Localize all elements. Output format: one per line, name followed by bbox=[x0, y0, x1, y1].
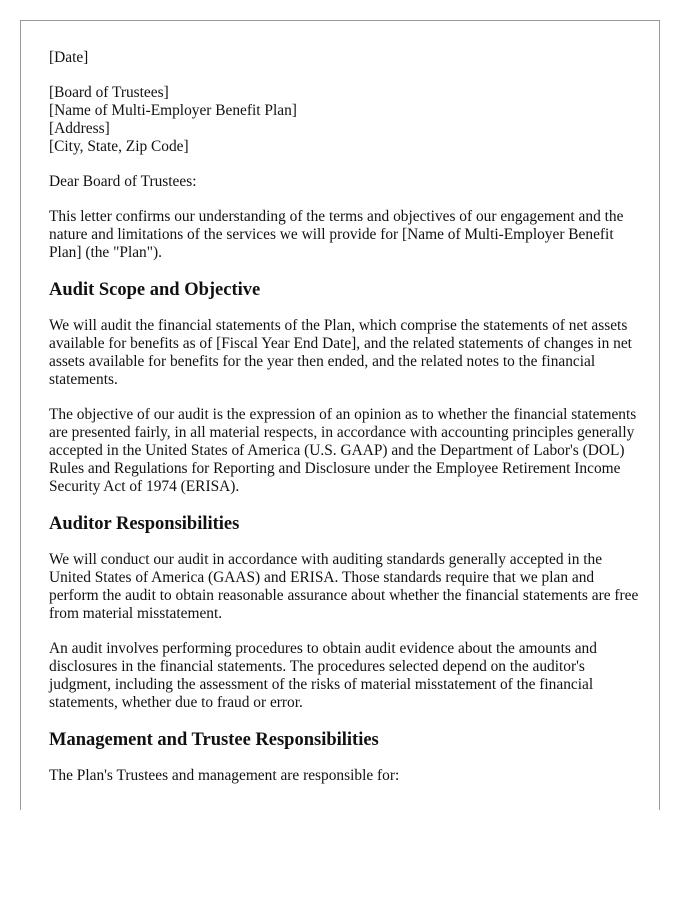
body-paragraph: The objective of our audit is the expression of an opinion as to whether the financial statements are presented fairly, in all material respects, in accordance with accounting principles generally accepted in the United States of America (U.S. GAAP) and the Department of Labor's (DOL) Rules and Regulations for Reporting and Disclosure under the Employee Retirement Income Security Act of 1974 (ERISA). bbox=[49, 406, 637, 495]
recipient-line: [City, State, Zip Code] bbox=[49, 138, 189, 155]
recipient-address bbox=[49, 84, 639, 156]
letter-date: [Date] bbox=[49, 49, 89, 66]
body-paragraph: We will audit the financial statements of the Plan, which comprise the statements of net assets available for benefits as of [Fiscal Year End Date], and the related statements of changes in net assets available for benefits for the year then ended, and the related notes to the financial statements. bbox=[49, 317, 632, 388]
body-paragraph: The Plan's Trustees and management are responsible for: bbox=[49, 767, 400, 784]
section-heading-audit-scope: Audit Scope and Objective bbox=[49, 280, 261, 300]
letter-page bbox=[20, 20, 660, 810]
salutation: Dear Board of Trustees: bbox=[49, 173, 197, 190]
section-heading-management-responsibilities: Management and Trustee Responsibilities bbox=[49, 730, 379, 750]
section-heading-auditor-responsibilities: Auditor Responsibilities bbox=[49, 514, 240, 534]
body-paragraph: We will conduct our audit in accordance with auditing standards generally accepted in the United States of America (GAAS) and ERISA. Those standards require that we plan and perform the audit to obtain reasonable assurance about whether the financial statements are free from material misstatement. bbox=[49, 551, 639, 622]
body-paragraph: An audit involves performing procedures to obtain audit evidence about the amounts and disclosures in the financial statements. The procedures selected depend on the auditor's judgment, including the assessment of the risks of material misstatement of the financial statements, whether due to fraud or error. bbox=[49, 640, 597, 711]
recipient-line: [Board of Trustees] bbox=[49, 84, 169, 101]
recipient-line: [Address] bbox=[49, 120, 110, 137]
intro-paragraph: This letter confirms our understanding of the terms and objectives of our engagement and the nature and limitations of the services we will provide for [Name of Multi-Employer Benefit Plan] (the "Plan"). bbox=[49, 208, 624, 261]
recipient-line: [Name of Multi-Employer Benefit Plan] bbox=[49, 102, 297, 119]
letter-content bbox=[49, 49, 639, 802]
